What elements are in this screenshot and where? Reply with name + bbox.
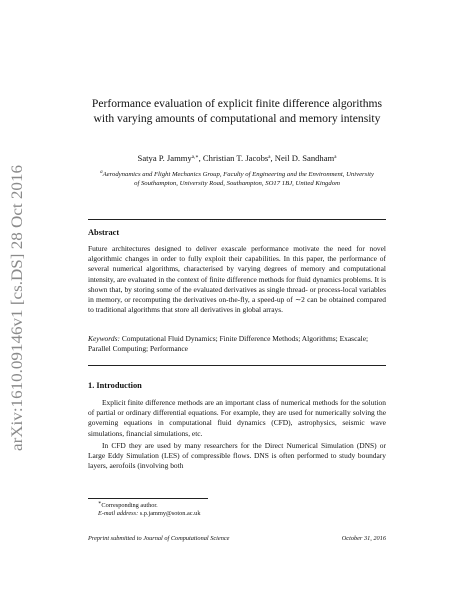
- abstract-top-rule: [88, 219, 386, 220]
- footer-preprint-note: Preprint submitted to Journal of Computational Science: [88, 535, 230, 542]
- keywords-text: Computational Fluid Dynamics; Finite Difference Methods; Algorithms; Exascale; Parallel Computing; Performance: [88, 334, 369, 354]
- page-footer: [88, 535, 386, 542]
- section-heading-introduction: 1. Introduction: [88, 381, 142, 390]
- footnote-mark: ∗: [98, 501, 102, 506]
- author-affiliation-mark: a: [268, 155, 271, 160]
- affiliation: [100, 171, 374, 188]
- author-affiliation-mark: a,∗: [191, 155, 199, 160]
- paragraph: In CFD they are used by many researchers for the Direct Numerical Simulation (DNS) or Large Eddy Simulation (LES) of compressible flows. DNS is often performed to study boundary layers, aerofoils (involving both: [88, 440, 386, 471]
- paragraph: Explicit finite difference methods are an important class of numerical methods for the solution of partial or ordinary differential equations. For example, they are used for numerically solving the governing equations in computational fluid dynamics (CFD), astrophysics, seismic wave simulations, financial simulations, etc.: [88, 398, 386, 438]
- email-label: E-mail address:: [98, 510, 139, 518]
- abstract-bottom-rule: [88, 365, 386, 366]
- affiliation-mark: a: [100, 170, 103, 175]
- author-name: Satya P. Jammy: [137, 153, 192, 163]
- author-name: Neil D. Sandham: [274, 153, 335, 163]
- abstract-text: Future architectures designed to deliver exascale performance motivate the need for novel algorithmic changes in order to fully exploit their capabilities. In this paper, the performance of several numerical algorithms, characterised by varying degrees of memory and computational intensity, are evaluated in the context of finite difference methods for fluid dynamics problems. It is shown that, by storing some of the evaluated derivatives as single thread- or process-local variables in memory, or recomputing the derivatives on-the-fly, a speed-up of ∼2 can be obtained compared to traditional algorithms that store all derivatives in global arrays.: [88, 244, 386, 315]
- introduction-body: [88, 398, 386, 473]
- arxiv-stamp-graphic: [0, 163, 30, 453]
- paper-title: Performance evaluation of explicit finite difference algorithms with varying amounts of computational and memory intensity: [91, 97, 383, 125]
- author-separator: ,: [270, 153, 275, 163]
- keywords-label: Keywords:: [88, 334, 120, 343]
- footnote-corresponding-text: Corresponding author.: [101, 502, 158, 509]
- footnote-rule: [88, 498, 208, 499]
- author-name: Christian T. Jacobs: [202, 153, 269, 163]
- abstract-heading: Abstract: [88, 228, 120, 237]
- keywords: [88, 334, 386, 354]
- footnotes: [88, 502, 386, 518]
- arxiv-stamp-text: arXiv:1610.09146v1 [cs.DS] 28 Oct 2016: [8, 179, 26, 451]
- footnote-email: [98, 510, 386, 518]
- arxiv-stamp: [0, 163, 30, 453]
- affiliation-text: Aerodynamics and Flight Mechanics Group, Faculty of Engineering and the Environment, University of Southampton, University Road, Southampton, SO17 1BJ, United Kingdom: [102, 171, 374, 187]
- author-list: [86, 153, 388, 164]
- email-address: s.p.jammy@soton.ac.uk: [139, 510, 201, 518]
- footnote-corresponding: [98, 502, 386, 510]
- author-affiliation-mark: a: [334, 155, 337, 160]
- footer-date: October 31, 2016: [341, 535, 386, 542]
- author-separator: ,: [198, 153, 203, 163]
